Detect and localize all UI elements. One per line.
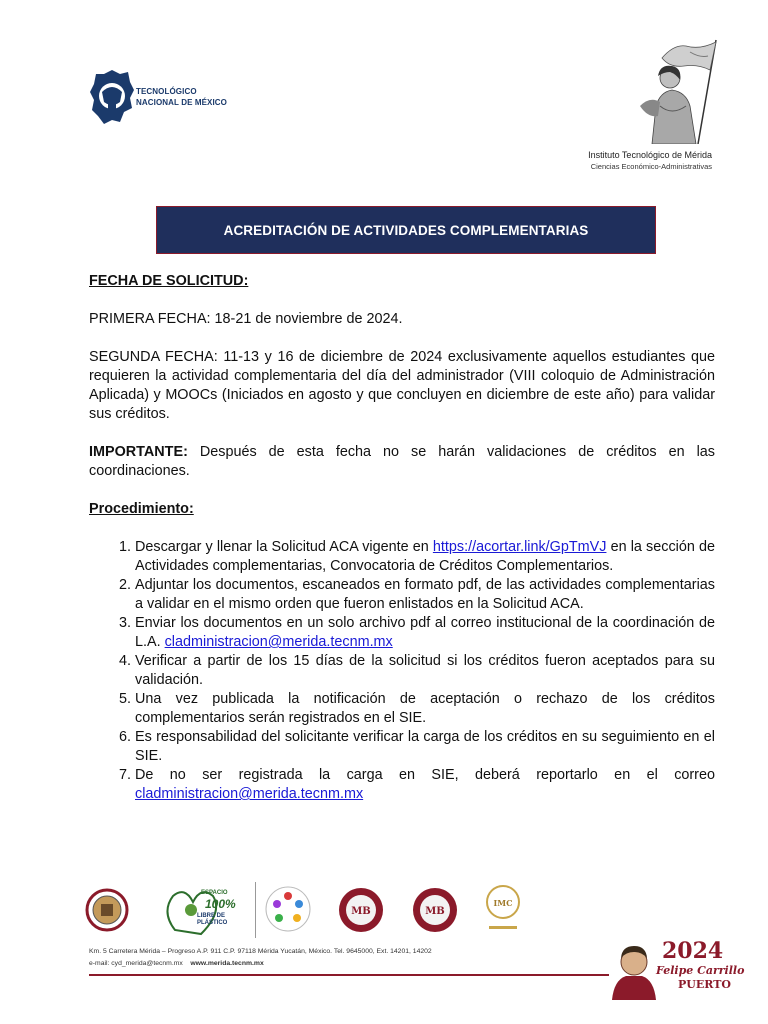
procedure-step-2: 2. Adjuntar los documentos, escaneados en formato pdf, de las actividades complementarias a validar en el mismo orden que fueron enlistados en la Solicitud ACA.: [135, 576, 715, 614]
segunda-fecha: SEGUNDA FECHA: 11-13 y 16 de diciembre de 2024 exclusivamente aquellos estudiantes que requieren la actividad complementaria del día del administrador (VIII coloquio de Administración Aplicada) y MOOCs (Iniciados en agosto y que concluyen en diciembre de este año) para validar sus créditos.: [89, 349, 715, 422]
logo-line-1: TECNOLÓGICO: [136, 87, 197, 96]
solicitud-aca-link[interactable]: https://acortar.link/GpTmVJ: [432, 539, 607, 555]
institute-department: Ciencias Económico-Administrativas: [590, 162, 712, 171]
footer-website[interactable]: www.merida.tecnm.mx: [190, 960, 264, 967]
importante-text: Después de esta fecha no se harán validaciones de créditos en las coordinaciones.: [89, 444, 715, 479]
gold-emblem-logo: [483, 880, 523, 938]
badge-libre-plastico: LIBRE DE PLÁSTICO: [197, 913, 228, 926]
institute-block: [588, 150, 712, 171]
step-1-text: Descargar y llenar la Solicitud ACA vigente en: [135, 539, 433, 555]
procedure-list: [89, 538, 715, 804]
felipe-carrillo-portrait: [604, 936, 664, 1000]
espacio-100-badge: [161, 882, 239, 938]
year-name-2: PUERTO: [678, 978, 731, 991]
footer-address: Km. 5 Carretera Mérida – Progreso A.P. 911 C.P. 97118 Mérida Yucatán, México. Tel. 9645000, Ext. 14201, 14202: [89, 948, 432, 955]
importante-label: IMPORTANTE:: [89, 444, 188, 460]
itm-seal-logo: [85, 884, 129, 936]
badge-100: 100%: [205, 897, 236, 911]
year-2024-emblem: [604, 936, 745, 1000]
heroine-flag-illustration: [630, 36, 730, 144]
fecha-heading: FECHA DE SOLICITUD:: [89, 273, 249, 289]
footer-divider: [255, 882, 256, 938]
footer-email[interactable]: e-mail: cyd_merida@tecnm.mx: [89, 960, 183, 967]
mb-seal-logo-1: [337, 886, 385, 934]
procedure-step-1: [135, 538, 715, 576]
document-body: [89, 272, 715, 804]
year-name-1: Felipe Carrillo: [656, 964, 745, 977]
step-7-text: De no ser registrada la carga en SIE, deberá reportarlo en el correo: [135, 767, 715, 783]
procedure-step-5: 5. Una vez publicada la notificación de aceptación o rechazo de los créditos complementarios serán registrados en el SIE.: [135, 690, 715, 728]
procedimiento-heading: Procedimiento:: [89, 501, 194, 517]
report-email-link[interactable]: cladministracion@merida.tecnm.mx: [135, 786, 364, 802]
footer-rule: [89, 974, 609, 976]
procedure-step-6: 6. Es responsabilidad del solicitante verificar la carga de los créditos en su seguimiento en el SIE.: [135, 728, 715, 766]
procedure-step-3: [135, 614, 715, 652]
document-title: ACREDITACIÓN DE ACTIVIDADES COMPLEMENTARIAS: [223, 222, 589, 238]
year-label: 2024: [662, 938, 724, 964]
tecnm-logo: [90, 68, 235, 134]
primera-fecha: PRIMERA FECHA: 18-21 de noviembre de 2024.: [89, 311, 403, 327]
coordination-email-link[interactable]: cladministracion@merida.tecnm.mx: [164, 634, 393, 650]
step-3-text: Enviar los documentos en un solo archivo pdf al correo institucional de la coordinación de L.A.: [135, 615, 715, 650]
footer-contact: [89, 946, 432, 970]
footer-logo-strip: [85, 878, 535, 942]
step-1-text-end: en la sección de Actividades complementarias, Convocatoria de Créditos Complementarios.: [135, 539, 715, 574]
institute-name: Instituto Tecnológico de Mérida: [588, 150, 712, 160]
logo-line-2: NACIONAL DE MÉXICO: [136, 98, 227, 107]
mb-seal-logo-2: [411, 886, 459, 934]
importante-paragraph: [89, 443, 715, 481]
document-title-box: [156, 206, 656, 254]
badge-espacio: ESPACIO: [201, 890, 228, 896]
svg-text:MB: MB: [425, 906, 445, 917]
procedure-step-4: 4. Verificar a partir de los 15 días de la solicitud si los créditos fueron aceptados para su validación.: [135, 652, 715, 690]
community-circle-logo: [263, 884, 313, 934]
procedure-step-7: [135, 766, 715, 804]
svg-text:MB: MB: [351, 906, 371, 917]
svg-text:IMC: IMC: [493, 898, 513, 908]
